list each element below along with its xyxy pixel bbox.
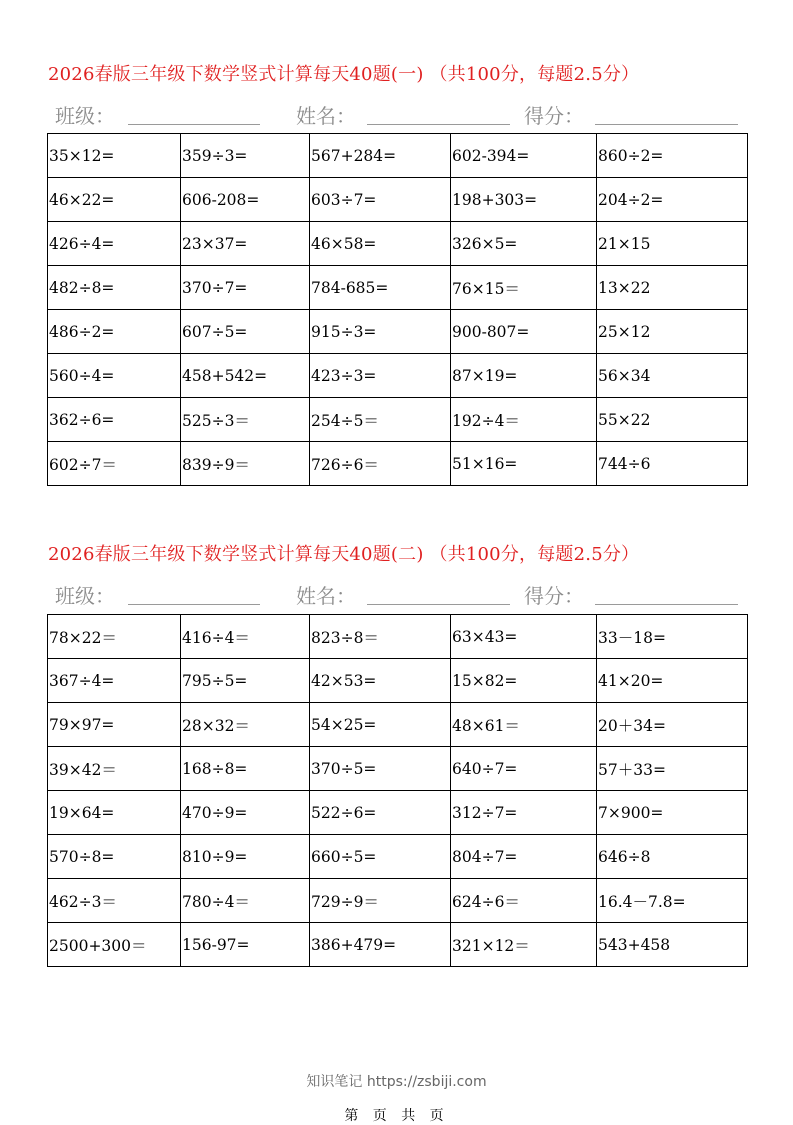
class-label: 班级： — [55, 584, 115, 608]
table-row — [48, 398, 748, 442]
problem-cell[interactable]: 640÷7= — [451, 747, 597, 791]
problem-cell[interactable]: 198+303= — [451, 178, 597, 222]
table-row — [48, 791, 748, 835]
problem-cell[interactable]: 606-208= — [181, 178, 310, 222]
problem-cell[interactable]: 482÷8= — [48, 266, 181, 310]
problem-cell[interactable]: 51×16= — [451, 442, 597, 486]
problem-cell[interactable]: 326×5= — [451, 222, 597, 266]
table-row — [48, 615, 748, 659]
problem-cell[interactable]: 35×12= — [48, 134, 181, 178]
score-field[interactable] — [595, 124, 738, 125]
problem-table-1 — [47, 133, 748, 486]
problem-cell[interactable]: 16.4－7.8= — [597, 879, 748, 923]
section-title-2: 2026春版三年级下数学竖式计算每天40题(二) （共100分，每题2.5分） — [48, 544, 640, 565]
problem-cell[interactable]: 15×82= — [451, 659, 597, 703]
problem-cell[interactable]: 426÷4= — [48, 222, 181, 266]
problem-cell[interactable]: 359÷3= — [181, 134, 310, 178]
problem-cell[interactable]: 915÷3= — [310, 310, 451, 354]
problem-cell[interactable]: 33－18= — [597, 615, 748, 659]
problem-cell[interactable]: 660÷5= — [310, 835, 451, 879]
class-field[interactable] — [128, 604, 260, 605]
table-row — [48, 222, 748, 266]
problem-cell[interactable]: 312÷7= — [451, 791, 597, 835]
problem-cell[interactable]: 784-685= — [310, 266, 451, 310]
table-row — [48, 835, 748, 879]
problem-cell[interactable]: 28×32＝ — [181, 703, 310, 747]
score-label: 得分： — [524, 104, 584, 128]
class-field[interactable] — [128, 124, 260, 125]
problem-cell[interactable]: 13×22 — [597, 266, 748, 310]
problem-cell[interactable]: 55×22 — [597, 398, 748, 442]
problem-cell[interactable]: 54×25= — [310, 703, 451, 747]
problem-cell[interactable]: 46×58= — [310, 222, 451, 266]
footer-page-number: 第 页 共 页 — [344, 1108, 449, 1124]
name-field[interactable] — [367, 604, 510, 605]
problem-cell[interactable]: 726÷6＝ — [310, 442, 451, 486]
problem-cell[interactable]: 860÷2= — [597, 134, 748, 178]
problem-cell[interactable]: 543+458 — [597, 923, 748, 967]
problem-cell[interactable]: 567+284= — [310, 134, 451, 178]
problem-cell[interactable]: 76×15＝ — [451, 266, 597, 310]
table-row — [48, 659, 748, 703]
problem-cell[interactable]: 470÷9= — [181, 791, 310, 835]
name-label: 姓名： — [296, 104, 356, 128]
problem-cell[interactable]: 646÷8 — [597, 835, 748, 879]
problem-cell[interactable]: 602÷7＝ — [48, 442, 181, 486]
problem-cell[interactable]: 56×34 — [597, 354, 748, 398]
problem-cell[interactable]: 624÷6＝ — [451, 879, 597, 923]
problem-cell[interactable]: 458+542= — [181, 354, 310, 398]
score-field[interactable] — [595, 604, 738, 605]
problem-cell[interactable]: 607÷5= — [181, 310, 310, 354]
problem-cell[interactable]: 367÷4= — [48, 659, 181, 703]
problem-cell[interactable]: 2500+300＝ — [48, 923, 181, 967]
problem-cell[interactable]: 87×19= — [451, 354, 597, 398]
problem-cell[interactable]: 41×20= — [597, 659, 748, 703]
footer-site: 知识笔记 https://zsbiji.com — [306, 1074, 487, 1090]
problem-cell[interactable]: 570÷8= — [48, 835, 181, 879]
problem-cell[interactable]: 486÷2= — [48, 310, 181, 354]
name-label: 姓名： — [296, 584, 356, 608]
table-row — [48, 703, 748, 747]
problem-cell[interactable]: 603÷7= — [310, 178, 451, 222]
problem-cell[interactable]: 370÷5= — [310, 747, 451, 791]
problem-cell[interactable]: 522÷6= — [310, 791, 451, 835]
problem-cell[interactable]: 168÷8= — [181, 747, 310, 791]
problem-cell[interactable]: 525÷3＝ — [181, 398, 310, 442]
problem-cell[interactable]: 21×15 — [597, 222, 748, 266]
table-row — [48, 266, 748, 310]
problem-cell[interactable]: 7×900= — [597, 791, 748, 835]
problem-cell[interactable]: 823÷8＝ — [310, 615, 451, 659]
problem-cell[interactable]: 839÷9＝ — [181, 442, 310, 486]
problem-cell[interactable]: 192÷4＝ — [451, 398, 597, 442]
table-row — [48, 747, 748, 791]
problem-cell[interactable]: 321×12＝ — [451, 923, 597, 967]
table-row — [48, 178, 748, 222]
problem-cell[interactable]: 900-807= — [451, 310, 597, 354]
table-row — [48, 923, 748, 967]
problem-cell[interactable]: 156-97= — [181, 923, 310, 967]
class-label: 班级： — [55, 104, 115, 128]
problem-cell[interactable]: 63×43= — [451, 615, 597, 659]
student-info-row-1 — [55, 100, 755, 130]
problem-cell[interactable]: 416÷4＝ — [181, 615, 310, 659]
problem-cell[interactable]: 370÷7= — [181, 266, 310, 310]
problem-cell[interactable]: 795÷5= — [181, 659, 310, 703]
problem-cell[interactable]: 25×12 — [597, 310, 748, 354]
table-row — [48, 134, 748, 178]
table-row — [48, 879, 748, 923]
problem-cell[interactable]: 46×22= — [48, 178, 181, 222]
problem-cell[interactable]: 19×64= — [48, 791, 181, 835]
problem-cell[interactable]: 48×61＝ — [451, 703, 597, 747]
problem-cell[interactable]: 386+479= — [310, 923, 451, 967]
student-info-row-2 — [55, 580, 755, 610]
problem-cell[interactable]: 42×53= — [310, 659, 451, 703]
problem-cell[interactable]: 560÷4= — [48, 354, 181, 398]
problem-cell[interactable]: 423÷3= — [310, 354, 451, 398]
problem-cell[interactable]: 20＋34= — [597, 703, 748, 747]
problem-cell[interactable]: 744÷6 — [597, 442, 748, 486]
problem-cell[interactable]: 729÷9＝ — [310, 879, 451, 923]
table-row — [48, 310, 748, 354]
problem-cell[interactable]: 254÷5＝ — [310, 398, 451, 442]
problem-cell[interactable]: 79×97= — [48, 703, 181, 747]
problem-cell[interactable]: 23×37= — [181, 222, 310, 266]
problem-cell[interactable]: 204÷2= — [597, 178, 748, 222]
section-title-1: 2026春版三年级下数学竖式计算每天40题(一) （共100分，每题2.5分） — [48, 64, 640, 85]
score-label: 得分： — [524, 584, 584, 608]
problem-cell[interactable]: 804÷7= — [451, 835, 597, 879]
name-field[interactable] — [367, 124, 510, 125]
table-row — [48, 442, 748, 486]
problem-cell[interactable]: 462÷3＝ — [48, 879, 181, 923]
problem-cell[interactable]: 78×22＝ — [48, 615, 181, 659]
problem-table-2 — [47, 614, 748, 967]
problem-cell[interactable]: 57＋33= — [597, 747, 748, 791]
problem-cell[interactable]: 780÷4＝ — [181, 879, 310, 923]
problem-cell[interactable]: 362÷6= — [48, 398, 181, 442]
problem-cell[interactable]: 39×42＝ — [48, 747, 181, 791]
problem-cell[interactable]: 602-394= — [451, 134, 597, 178]
problem-cell[interactable]: 810÷9= — [181, 835, 310, 879]
table-row — [48, 354, 748, 398]
